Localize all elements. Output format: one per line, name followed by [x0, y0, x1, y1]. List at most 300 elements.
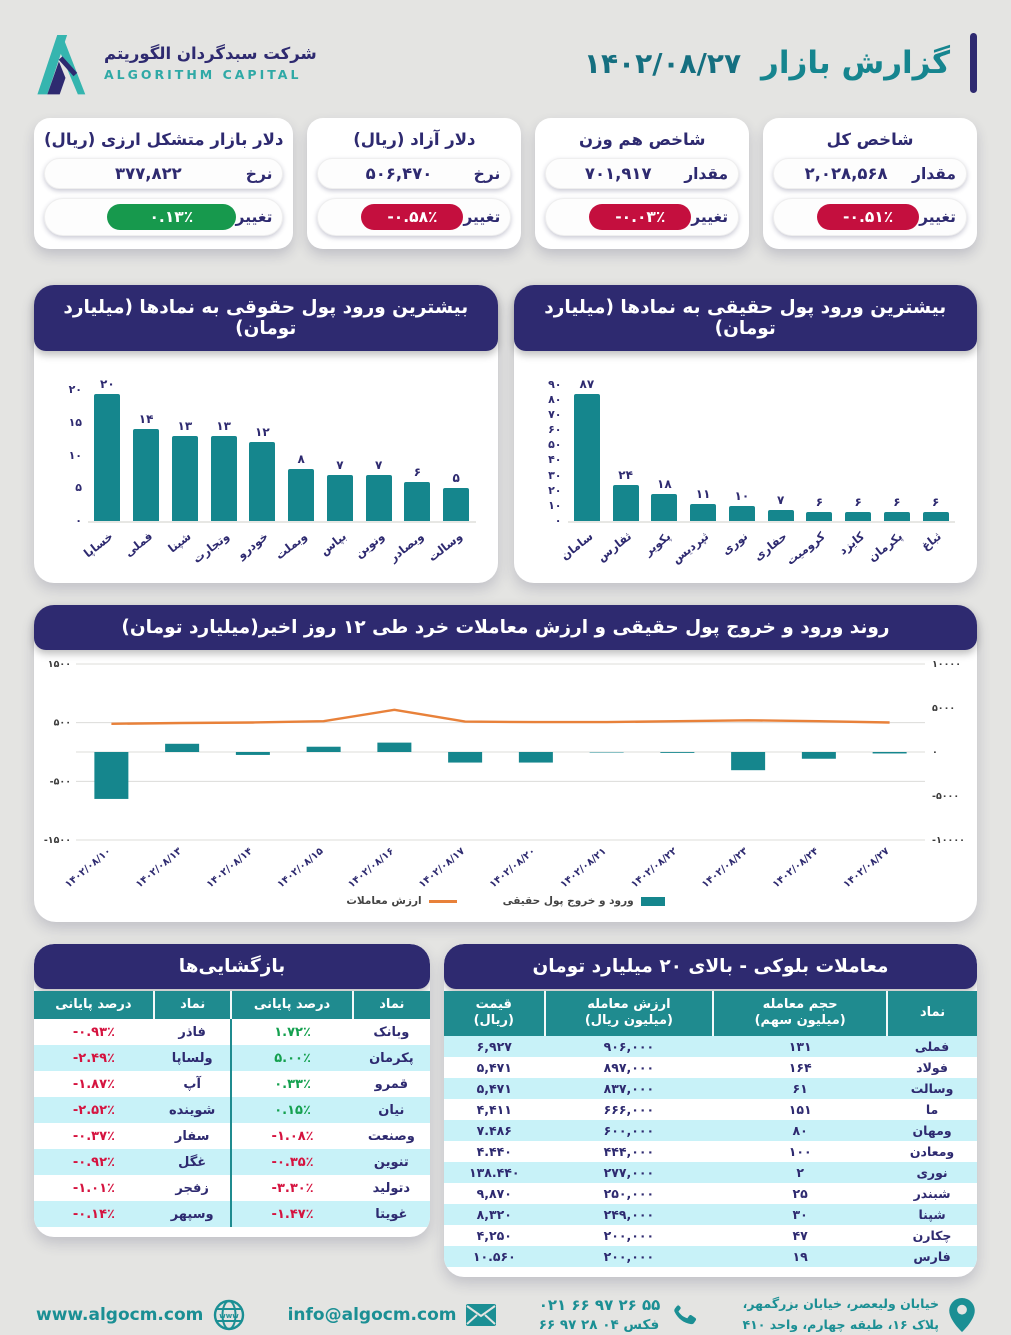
x-axis-label: وتجارت [190, 529, 232, 566]
value-label: نرخ [246, 165, 273, 183]
x-axis-label: حفاری [751, 529, 790, 563]
bar [923, 512, 949, 521]
stat-card-total-index [763, 118, 977, 249]
table-cell: ۲ [713, 1162, 887, 1183]
x-axis-label: ثباغ [919, 529, 944, 553]
page-title: گزارش بازار [761, 45, 950, 81]
table-cell: تنوین [353, 1149, 430, 1175]
bar-value-label: ۲۰ [100, 377, 115, 391]
svg-text:-۵۰۰۰: -۵۰۰۰ [932, 791, 959, 802]
value-number: ۲,۰۲۸,۵۶۸ [780, 164, 912, 183]
top-money-flow-charts-row [34, 285, 977, 583]
bar-value-label: ۱۳ [178, 419, 193, 433]
value-number: ۳۷۷,۸۲۲ [51, 164, 246, 183]
bar [651, 494, 677, 521]
chart-title: بیشترین ورود پول حقوقی به نمادها (میلیارد تومان) [34, 285, 498, 351]
change-label: تغییر [691, 208, 728, 226]
value-label: مقدار [684, 165, 728, 183]
table-row [444, 1099, 977, 1120]
bar-chart-canvas [88, 377, 476, 523]
y-axis-tick: ۲۰ [52, 383, 82, 396]
trend-chart-card [34, 605, 977, 922]
table-cell: ۴,۴۱۱ [444, 1099, 545, 1120]
footer-email [288, 1303, 497, 1327]
svg-text:-۱۰۰۰۰: -۱۰۰۰۰ [932, 835, 965, 846]
email-address: info@algocm.com [288, 1305, 457, 1325]
table-cell: ۱۰.۵۶۰ [444, 1246, 545, 1267]
change-badge: -۰.۵۸٪ [361, 204, 463, 230]
column-header: قیمت (ریال) [444, 991, 545, 1036]
company-name [104, 44, 317, 82]
table-cell: چکارن [887, 1225, 977, 1246]
y-axis-tick: ۵۰ [532, 438, 562, 451]
chart-title: بیشترین ورود پول حقیقی به نمادها (میلیارد تومان) [514, 285, 978, 351]
bar-column [90, 377, 125, 521]
stat-card-title: شاخص هم وزن [545, 130, 739, 149]
bar-column [206, 377, 241, 521]
table-cell: -۱.۴۷٪ [231, 1201, 352, 1227]
table-cell: ۷.۴۸۶ [444, 1120, 545, 1141]
change-badge: ۰.۱۳٪ [107, 204, 235, 230]
table-cell: نوری [887, 1162, 977, 1183]
bar-value-label: ۱۲ [255, 425, 270, 439]
bar-column [724, 377, 759, 521]
bar-column [361, 377, 396, 521]
y-axis-tick: ۱۵ [52, 416, 82, 429]
x-axis-label: پکویر [641, 529, 673, 558]
table-cell: ۰.۱۵٪ [231, 1097, 352, 1123]
y-axis-tick: ۰ [532, 514, 562, 527]
bars-group [88, 377, 476, 521]
table-cell: قمرو [353, 1071, 430, 1097]
table-cell: غگل [154, 1149, 232, 1175]
value-number: ۷۰۱,۹۱۷ [552, 164, 684, 183]
bar [404, 482, 430, 521]
tables-row [34, 944, 977, 1277]
table-cell: ۱.۷۲٪ [231, 1019, 352, 1045]
stat-card-title: شاخص کل [773, 130, 967, 149]
value-number: ۵۰۶,۴۷۰ [324, 164, 473, 183]
svg-text:۱۰۰۰۰: ۱۰۰۰۰ [932, 659, 961, 670]
value-label: مقدار [912, 165, 956, 183]
value-pill [545, 158, 739, 189]
table-cell: ۵,۴۷۱ [444, 1057, 545, 1078]
table-row [34, 1045, 430, 1071]
svg-text:۱۴۰۲/۰۸/۲۴: ۱۴۰۲/۰۸/۲۴ [771, 846, 821, 888]
table-title: بازگشایی‌ها [34, 944, 430, 989]
y-axis-tick: ۰ [52, 514, 82, 527]
y-axis-tick: ۸۰ [532, 393, 562, 406]
table-cell: ولساپا [154, 1045, 232, 1071]
column-header: درصد پایانی [34, 991, 154, 1019]
x-axis-label: خودرو [235, 529, 271, 562]
table-cell: ۵.۰۰٪ [231, 1045, 352, 1071]
table-cell: ۲۵ [713, 1183, 887, 1204]
table-row [34, 1123, 430, 1149]
table-cell: ۶,۹۲۷ [444, 1036, 545, 1057]
svg-text:۱۴۰۲/۰۸/۲۲: ۱۴۰۲/۰۸/۲۲ [629, 846, 679, 888]
reopenings-table [34, 991, 430, 1227]
table-cell: فارس [887, 1246, 977, 1267]
report-title-block [584, 33, 977, 93]
table-cell: ۱۰۰ [713, 1141, 887, 1162]
change-pill [317, 198, 511, 236]
svg-text:۱۴۰۲/۰۸/۱۳: ۱۴۰۲/۰۸/۱۳ [134, 846, 184, 888]
bar-value-label: ۷ [375, 458, 382, 472]
table-cell: -۱.۸۷٪ [34, 1071, 154, 1097]
value-pill [317, 158, 511, 189]
bar-value-label: ۶ [893, 495, 900, 509]
svg-text:۵۰۰: ۵۰۰ [54, 718, 71, 729]
x-axis-label: پکرمان [866, 529, 906, 564]
bar-value-label: ۷ [777, 493, 784, 507]
website-url: www.algocm.com [36, 1305, 203, 1325]
bar-column [569, 377, 604, 521]
bar-column [802, 377, 837, 521]
x-axis-label: بپاس [317, 529, 349, 558]
table-cell: ۱۹ [713, 1246, 887, 1267]
table-cell: -۰.۹۳٪ [34, 1019, 154, 1045]
change-badge: -۰.۰۳٪ [589, 204, 691, 230]
x-axis-label: ونوین [352, 529, 387, 561]
y-axis-tick: ۱۰ [52, 449, 82, 462]
footer-address [743, 1295, 975, 1335]
table-cell: -۲.۵۲٪ [34, 1097, 154, 1123]
table-row [444, 1246, 977, 1267]
bar-column [322, 377, 357, 521]
bar-column [400, 377, 435, 521]
svg-text:۱۴۰۲/۰۸/۱۷: ۱۴۰۲/۰۸/۱۷ [417, 846, 467, 888]
column-header: حجم معامله (میلیون سهم) [713, 991, 887, 1036]
table-row [34, 1097, 430, 1123]
table-cell: ۹۰۶,۰۰۰ [545, 1036, 714, 1057]
legend-label: ارزش معاملات [346, 895, 421, 907]
bar-value-label: ۱۴ [139, 412, 154, 426]
bar-value-label: ۱۸ [657, 477, 672, 491]
change-pill [545, 198, 739, 236]
table-cell: ۴,۲۵۰ [444, 1225, 545, 1246]
table-cell: غویتا [353, 1201, 430, 1227]
table-cell: ۱۳۸.۴۴۰ [444, 1162, 545, 1183]
x-axis-label: ثپردیس [670, 529, 712, 566]
bar-column [879, 377, 914, 521]
table-row [444, 1162, 977, 1183]
company-name-fa: شرکت سبدگردان الگوریتم [104, 44, 317, 63]
svg-text:۵۰۰۰: ۵۰۰۰ [932, 703, 955, 714]
report-date: ۱۴۰۲/۰۸/۲۷ [584, 47, 741, 80]
x-axis-label: شپنا [165, 529, 193, 555]
bar-value-label: ۶ [932, 495, 939, 509]
table-cell: پکرمان [353, 1045, 430, 1071]
bar [211, 436, 237, 521]
bar-value-label: ۸ [297, 452, 304, 466]
algorithm-capital-logo-icon [34, 30, 92, 96]
x-axis-label: کایزد [836, 529, 867, 558]
change-label: تغییر [919, 208, 956, 226]
bar [613, 485, 639, 521]
table-cell: -۰.۱۴٪ [34, 1201, 154, 1227]
footer-website [36, 1299, 245, 1331]
table-row [34, 1175, 430, 1201]
chart-card-real-money-inflow [514, 285, 978, 583]
table-header-row [444, 991, 977, 1036]
table-cell: ۲۷۷,۰۰۰ [545, 1162, 714, 1183]
table-cell: ومعادن [887, 1141, 977, 1162]
fax-number: ۶۶ ۹۷ ۲۸ ۰۴ فکس [539, 1317, 661, 1333]
y-axis-tick: ۷۰ [532, 408, 562, 421]
bar-value-label: ۵ [452, 471, 459, 485]
bar-column [647, 377, 682, 521]
change-label: تغییر [463, 208, 500, 226]
x-axis-label: وبصادر [386, 529, 426, 564]
table-row [444, 1120, 977, 1141]
bar-column [686, 377, 721, 521]
x-axis-label: نوری [719, 529, 750, 558]
table-cell: ۶۰۰,۰۰۰ [545, 1120, 714, 1141]
table-cell: شوینده [154, 1097, 232, 1123]
bar [288, 469, 314, 521]
report-header [34, 0, 977, 106]
svg-text:www: www [220, 1312, 240, 1320]
bar-chart-legal-money [48, 361, 484, 579]
bar-chart-real-money [528, 361, 964, 579]
bar-column [284, 377, 319, 521]
stat-card-title: دلار بازار متشکل ارزی (ریال) [44, 130, 283, 149]
bar [729, 506, 755, 521]
bar-value-label: ۷ [336, 458, 343, 472]
table-cell: ۳۰ [713, 1204, 887, 1225]
bar-chart-wrap [34, 351, 498, 583]
stat-card-equal-weight-index [535, 118, 749, 249]
table-cell: ما [887, 1099, 977, 1120]
column-header: درصد پایانی [231, 991, 352, 1019]
legend-label: ورود و خروج پول حقیقی [503, 895, 634, 907]
table-cell: شپنا [887, 1204, 977, 1225]
bar-value-label: ۱۳ [216, 419, 231, 433]
table-cell: شبندر [887, 1183, 977, 1204]
bar [806, 512, 832, 521]
table-cell: ۶۱ [713, 1078, 887, 1099]
bar-value-label: ۱۰ [735, 489, 750, 503]
company-name-en: ALGORITHM CAPITAL [104, 67, 317, 82]
column-header: نماد [353, 991, 430, 1019]
svg-text:۱۴۰۲/۰۸/۲۱: ۱۴۰۲/۰۸/۲۱ [558, 846, 608, 888]
svg-text:-۱۵۰۰: -۱۵۰۰ [44, 835, 71, 846]
bar-value-label: ۸۷ [580, 377, 595, 391]
x-axis-label: ثفارس [595, 529, 635, 564]
table-row [34, 1149, 430, 1175]
table-cell: وسپهر [154, 1201, 232, 1227]
legend-bar-swatch-icon [641, 897, 665, 906]
phone-icon [670, 1300, 700, 1330]
globe-icon [213, 1299, 245, 1331]
table-cell: ۹,۸۷۰ [444, 1183, 545, 1204]
change-label: تغییر [236, 208, 273, 226]
bar [884, 512, 910, 521]
table-row [444, 1141, 977, 1162]
x-axis-label: فملی [121, 529, 155, 559]
table-cell: ۴۷ [713, 1225, 887, 1246]
table-cell: ۵,۴۷۱ [444, 1078, 545, 1099]
table-cell: -۱.۰۱٪ [34, 1175, 154, 1201]
table-cell: ۸۰ [713, 1120, 887, 1141]
bar-value-label: ۲۴ [618, 468, 633, 482]
table-header-row [34, 991, 430, 1019]
company-logo [34, 30, 317, 96]
table-cell: -۱.۰۸٪ [231, 1123, 352, 1149]
table-cell: ومهان [887, 1120, 977, 1141]
table-cell: فملی [887, 1036, 977, 1057]
address-line1: خیابان ولیعصر، خیابان بزرگمهر، [743, 1295, 939, 1314]
y-axis-tick: ۹۰ [532, 378, 562, 391]
bar-column [608, 377, 643, 521]
table-row [444, 1036, 977, 1057]
bar [574, 394, 600, 521]
svg-text:۱۴۰۲/۰۸/۲۷: ۱۴۰۲/۰۸/۲۷ [841, 846, 891, 888]
table-cell: -۰.۹۲٪ [34, 1149, 154, 1175]
svg-text:۱۴۰۲/۰۸/۱۵: ۱۴۰۲/۰۸/۱۵ [275, 846, 325, 888]
y-axis-tick: ۶۰ [532, 423, 562, 436]
stat-card-free-dollar [307, 118, 521, 249]
value-label: نرخ [474, 165, 501, 183]
combo-chart-wrap [34, 650, 977, 892]
x-axis-label: سامان [558, 529, 596, 563]
column-header: نماد [887, 991, 977, 1036]
x-axis-label: وبملت [273, 529, 310, 562]
contact-footer [34, 1295, 977, 1335]
table-cell: ۱۳۱ [713, 1036, 887, 1057]
svg-text:۱۴۰۲/۰۸/۲۰: ۱۴۰۲/۰۸/۲۰ [488, 846, 538, 888]
combo-chart [36, 656, 975, 892]
bar [94, 394, 120, 521]
bar-column [918, 377, 953, 521]
table-cell: دتولید [353, 1175, 430, 1201]
bar-column [439, 377, 474, 521]
column-header: نماد [154, 991, 232, 1019]
bar-chart-canvas [568, 377, 956, 523]
table-cell: وبانک [353, 1019, 430, 1045]
table-cell: وسالت [887, 1078, 977, 1099]
svg-text:۱۴۰۲/۰۸/۱۰: ۱۴۰۲/۰۸/۱۰ [63, 846, 113, 888]
table-cell: ۸,۳۲۰ [444, 1204, 545, 1225]
table-cell: سفار [154, 1123, 232, 1149]
table-cell: ۲۰۰,۰۰۰ [545, 1246, 714, 1267]
svg-text:۱۴۰۲/۰۸/۱۶: ۱۴۰۲/۰۸/۱۶ [346, 846, 396, 888]
y-axis-tick: ۵ [52, 481, 82, 494]
table-cell: -۰.۳۷٪ [34, 1123, 154, 1149]
table-cell: ۲۴۹,۰۰۰ [545, 1204, 714, 1225]
table-cell: ۴.۴۴۰ [444, 1141, 545, 1162]
table-title: معاملات بلوکی - بالای ۲۰ میلیارد تومان [444, 944, 977, 989]
chart-card-legal-money-inflow [34, 285, 498, 583]
bar [366, 475, 392, 521]
table-cell: فاذر [154, 1019, 232, 1045]
svg-text:۱۴۰۲/۰۸/۲۳: ۱۴۰۲/۰۸/۲۳ [700, 846, 750, 888]
block-trades-card [444, 944, 977, 1277]
phone-number: ۰۲۱ ۶۶ ۹۷ ۲۶ ۵۵ [539, 1296, 661, 1314]
bar [327, 475, 353, 521]
bar [133, 429, 159, 521]
index-stat-cards-row [34, 118, 977, 249]
table-cell: فولاد [887, 1057, 977, 1078]
x-axis-label: وسالت [425, 529, 465, 564]
table-cell: -۲.۴۹٪ [34, 1045, 154, 1071]
table-cell: ۰.۳۳٪ [231, 1071, 352, 1097]
bar [845, 512, 871, 521]
bar-column [129, 377, 164, 521]
y-axis-tick: ۳۰ [532, 469, 562, 482]
table-row [444, 1204, 977, 1225]
bar [249, 442, 275, 521]
bars-group [568, 377, 956, 521]
address-line2: پلاک ۱۶، طبقه چهارم، واحد ۴۱۰ [743, 1316, 939, 1335]
stat-card-title: دلار آزاد (ریال) [317, 130, 511, 149]
table-cell: ۴۴۴,۰۰۰ [545, 1141, 714, 1162]
block-trades-table [444, 991, 977, 1267]
chart-title: روند ورود و خروج پول حقیقی و ارزش معاملات خرد طی ۱۲ روز اخیر(میلیارد تومان) [34, 605, 977, 650]
table-cell: آپ [154, 1071, 232, 1097]
location-pin-icon [949, 1298, 975, 1332]
table-row [444, 1183, 977, 1204]
table-cell: -۰.۳۵٪ [231, 1149, 352, 1175]
x-axis-label: کرومیت [784, 529, 828, 568]
y-axis-tick: ۴۰ [532, 453, 562, 466]
table-cell: ۲۰۰,۰۰۰ [545, 1225, 714, 1246]
title-accent-bar [970, 33, 977, 93]
svg-text:۱۵۰۰: ۱۵۰۰ [48, 659, 71, 670]
bar-value-label: ۱۱ [696, 487, 711, 501]
bar-column [841, 377, 876, 521]
bar-column [763, 377, 798, 521]
x-axis-label: خساپا [81, 529, 116, 560]
change-badge: -۰.۵۱٪ [817, 204, 919, 230]
y-axis-tick: ۱۰ [532, 499, 562, 512]
bar-value-label: ۶ [816, 495, 823, 509]
legend-item [503, 895, 665, 907]
table-cell: ۱۵۱ [713, 1099, 887, 1120]
table-row [444, 1225, 977, 1246]
table-row [34, 1019, 430, 1045]
table-cell: ۶۶۶,۰۰۰ [545, 1099, 714, 1120]
value-pill [44, 158, 283, 189]
table-row [34, 1201, 430, 1227]
table-cell: ۸۳۷,۰۰۰ [545, 1078, 714, 1099]
change-pill [773, 198, 967, 236]
change-pill [44, 198, 283, 236]
bar-value-label: ۶ [854, 495, 861, 509]
bar [690, 504, 716, 521]
table-cell: نیان [353, 1097, 430, 1123]
table-cell: وصنعت [353, 1123, 430, 1149]
stat-card-nima-dollar [34, 118, 293, 249]
table-cell: ۱۶۴ [713, 1057, 887, 1078]
value-pill [773, 158, 967, 189]
bar-value-label: ۶ [414, 465, 421, 479]
table-cell: -۳.۳۰٪ [231, 1175, 352, 1201]
table-cell: ۸۹۷,۰۰۰ [545, 1057, 714, 1078]
column-header: ارزش معامله (میلیون ریال) [545, 991, 714, 1036]
chart-legend [34, 892, 977, 910]
bar [172, 436, 198, 521]
bar-column [167, 377, 202, 521]
table-cell: ۲۵۰,۰۰۰ [545, 1183, 714, 1204]
bar-chart-wrap [514, 351, 978, 583]
table-cell: زفجر [154, 1175, 232, 1201]
y-axis-tick: ۲۰ [532, 484, 562, 497]
table-row [444, 1057, 977, 1078]
legend-line-swatch-icon [429, 900, 457, 903]
svg-text:۱۴۰۲/۰۸/۱۴: ۱۴۰۲/۰۸/۱۴ [205, 846, 255, 888]
